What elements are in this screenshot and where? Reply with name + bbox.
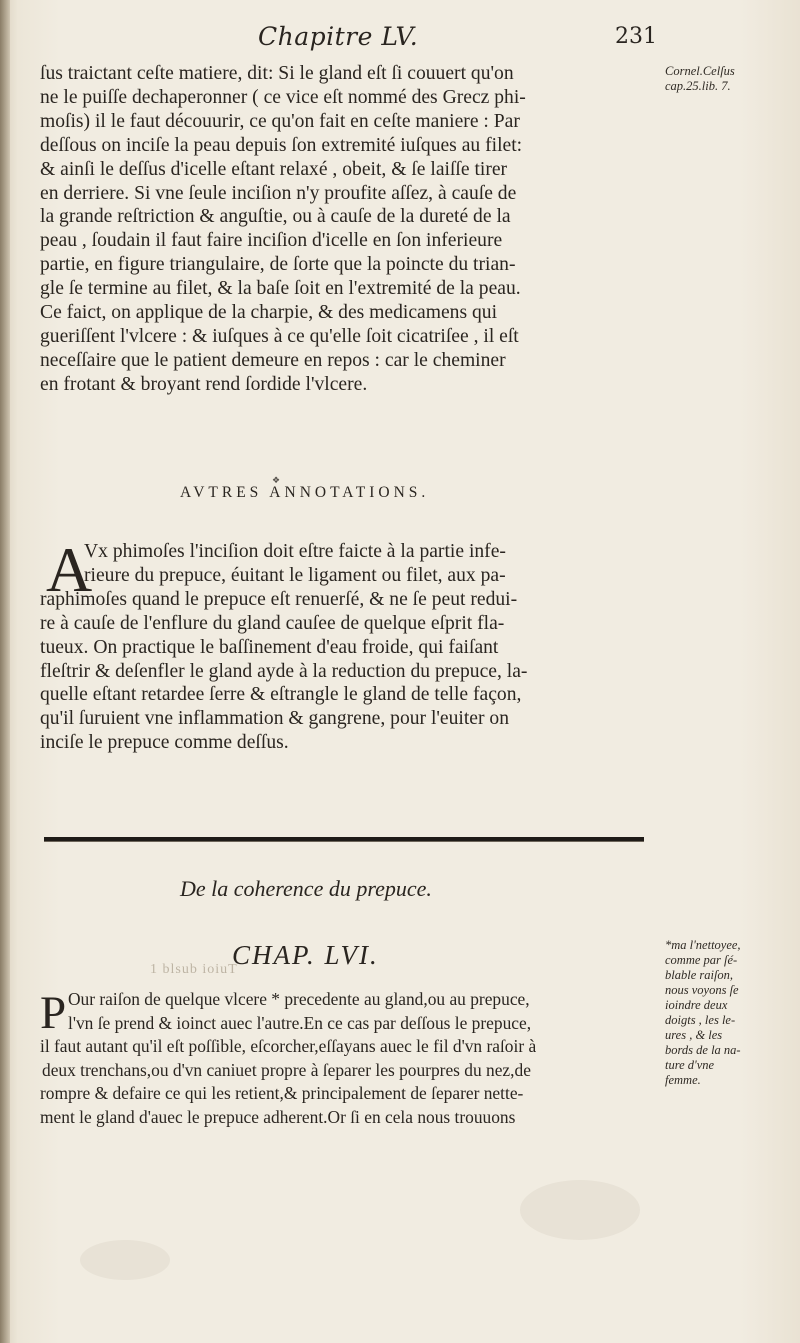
text-line: ſus traictant ceſte matiere, dit: Si le gland eſt ſi couuert qu'on (40, 63, 514, 84)
margin-note-line: bords de la na- (665, 1043, 741, 1057)
paper-stain (80, 1240, 170, 1280)
text-line: rieure du prepuce, éuitant le ligament ou filet, aux pa- (84, 564, 506, 586)
text-line: gle ſe termine au filet, & la baſe ſoit en l'extremité de la peau. (40, 278, 521, 300)
text-line: la grande reſtriction & anguſtie, ou à cauſe de la dureté de la (40, 206, 511, 228)
margin-note-line: ioindre deux (665, 998, 728, 1012)
text-line: inciſe le prepuce comme deſſus. (40, 732, 289, 754)
text-line: partie, en figure triangulaire, de ſorte que la poincte du trian- (40, 254, 516, 276)
margin-note-line: cap.25.lib. 7. (665, 79, 731, 93)
text-line: neceſſaire que le patient demeure en repos : car le cheminer (40, 349, 506, 371)
text-line: quelle eſtant retardee ſerre & eſtrangle le gland de telle façon, (40, 684, 522, 706)
text-line: en frotant & broyant rend ſordide l'vlcere. (40, 373, 368, 395)
margin-note-line: doigts , les le- (665, 1013, 736, 1027)
heading-ornament: ❖ (272, 476, 281, 486)
text-line: qu'il ſuruient vne inflammation & gangrene, pour l'euiter on (40, 708, 510, 730)
text-line: tueux. On practique le baſſinement d'eau froide, qui faiſant (40, 636, 499, 658)
text-line: en derriere. Si vne ſeule inciſion n'y proufite aſſez, à cauſe de (40, 182, 517, 204)
paragraph-chapter-56 (40, 988, 662, 1130)
margin-note-line: femme. (665, 1073, 701, 1087)
margin-note-line: ures , & les (665, 1028, 723, 1042)
page-number: 231 (615, 24, 657, 49)
text-line: deux trenchans,ou d'vn caniuet propre à ſeparer les pourpres du nez,de (42, 1059, 531, 1080)
margin-note-footnote (665, 938, 800, 1088)
margin-note-line: *ma l'nettoyee, (665, 938, 741, 952)
margin-note-line: nous voyons ſe (665, 983, 739, 997)
paragraph-celsus (40, 62, 662, 397)
margin-note-line: Cornel.Celſus (665, 64, 735, 78)
bleed-through-text: 1 blsub ioiuT (150, 962, 238, 977)
text-line: moſis) il le faut découurir, ce qu'on fait en ceſte maniere : Par (40, 110, 520, 132)
margin-note-line: ture d'vne (665, 1058, 715, 1072)
drop-cap-p: P (40, 987, 67, 1039)
text-line: l'vn ſe prend & ioinct auec l'autre.En ce cas par deſſous le prepuce, (68, 1012, 532, 1033)
text-line: fleſtrir & deſenfler le gland ayde à la reduction du prepuce, la- (40, 660, 528, 682)
text-line: rompre & defaire ce qui les retient,& principalement de ſeparer nette- (40, 1083, 524, 1104)
text-line: gueriſſent l'vlcere : & iuſques à ce qu'elle ſoit cicatriſee , il eſt (40, 325, 519, 347)
section-divider (44, 837, 644, 842)
text-line: deſſous on inciſe la peau depuis ſon extremité iuſques au filet: (40, 134, 523, 156)
paragraph-annotations (40, 534, 662, 755)
text-line: & ainſi le deſſus d'icelle eſtant relaxé , obeit, & ſe laiſſe tirer (40, 158, 508, 180)
binding-gutter (0, 0, 10, 1343)
chapter-label: CHAP. LVI. (232, 940, 379, 970)
text-line: ne le puiſſe dechaperonner ( ce vice eſt nommé des Grecz phi- (40, 86, 526, 108)
running-header (0, 22, 800, 56)
paper-stain (520, 1180, 640, 1240)
margin-note-line: comme par ſé- (665, 953, 738, 967)
margin-note-celsus (665, 64, 795, 94)
text-line: Vx phimoſes l'inciſion doit eſtre faicte à la partie infe- (84, 541, 506, 562)
running-title: Chapitre LV. (258, 22, 419, 51)
section-heading: AVTRES ANNOTATIONS. (180, 484, 430, 501)
text-line: peau , ſoudain il faut faire inciſion d'icelle en ſon inferieure (40, 230, 503, 252)
text-line: il faut autant qu'il eſt poſſible, eſcorcher,eſſayans auec le fil d'vn raſoir à (40, 1036, 537, 1057)
text-line: Our raiſon de quelque vlcere * precedente au gland,ou au prepuce, (68, 989, 530, 1009)
text-line: raphimoſes quand le prepuce eſt renuerſé, & ne ſe peut redui- (40, 588, 518, 610)
text-line: re à cauſe de l'enflure du gland cauſee de quelque eſprit fla- (40, 612, 505, 634)
text-line: ment le gland d'auec le prepuce adherent.Or ſi en cela nous trouuons (40, 1106, 516, 1127)
chapter-subtitle: De la coherence du prepuce. (180, 876, 432, 901)
margin-note-line: blable raiſon, (665, 968, 734, 982)
drop-cap-a: A (46, 534, 93, 605)
text-line: Ce faict, on applique de la charpie, & des medicamens qui (40, 302, 498, 324)
